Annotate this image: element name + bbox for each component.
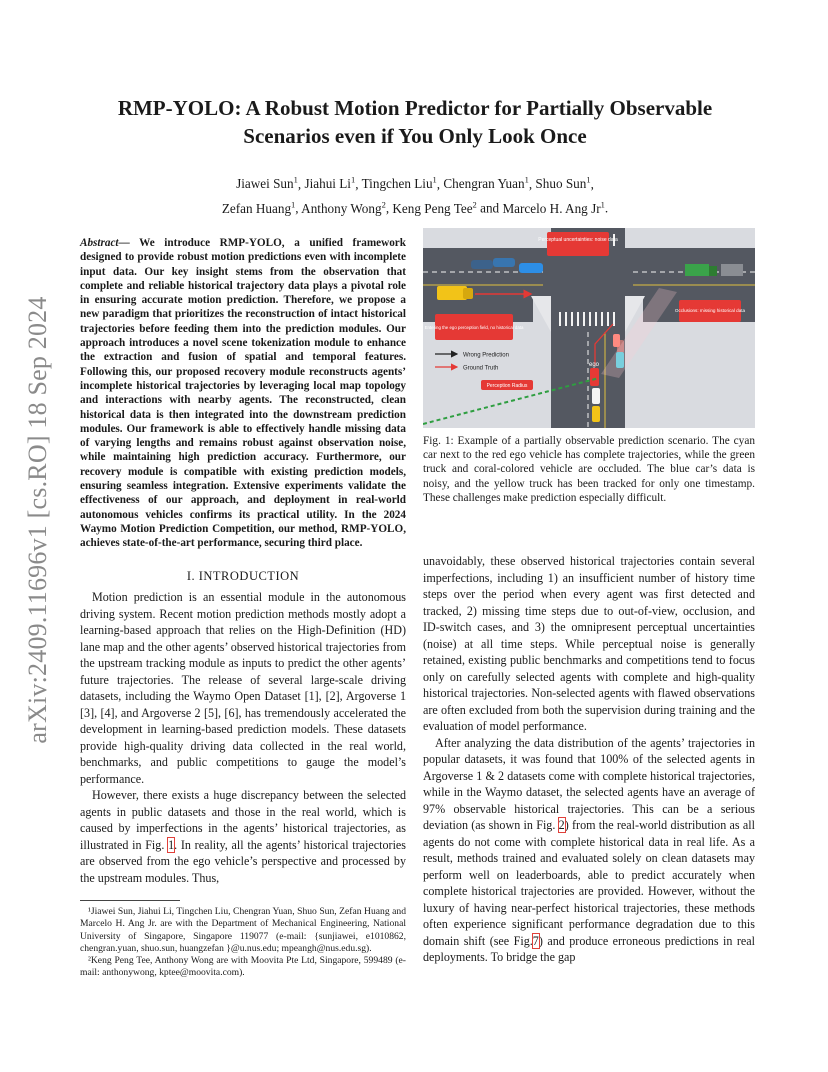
author: Jiahui Li$^1$ bbox=[304, 175, 356, 192]
paragraph: unavoidably, these observed historical trajectories contain several imperfections, including 1) an insufficient number of history time steps over the period when every agent was first detected and tracked, 2) missing time steps due to out-of-view, occlusion, and ID-switch cases, and 3) the omnipresent perceptual uncertainties (noise) at all time steps. While perceptual noise is generally retained, existing public benchmarks and competitions tend to focus only on carefully selected agents with complete and high-quality historical trajectories. Non-selected agents with flawed observations are often excluded from both the supervision during training and the evaluation of model performance. bbox=[423, 554, 755, 733]
paragraph: However, there exists a huge discrepancy between the selected agents in public datasets and those in the real world, which is caused by imperfections in the agents’ historical trajectories, as illustrated in Fig. 1. In reality, all the agents’ historical trajectories are observed from the ego vehicle’s perspective and processed by the upstream modules. Thus, bbox=[80, 788, 407, 885]
figure-1 bbox=[423, 228, 755, 428]
label-perception-uncertainties: Perceptual uncertainties: noise data bbox=[538, 237, 618, 243]
right-column-text bbox=[423, 553, 755, 966]
abstract bbox=[80, 236, 406, 551]
author: Shuo Sun$^1$ bbox=[535, 175, 591, 192]
abstract-label: Abstract bbox=[80, 237, 119, 249]
arxiv-watermark bbox=[18, 270, 58, 770]
title-line-2: Scenarios even if You Only Look Once bbox=[243, 124, 587, 148]
section-heading: I. INTRODUCTION bbox=[186, 569, 300, 583]
author: Zefan Huang$^1$ bbox=[221, 199, 296, 216]
paper-title bbox=[80, 94, 750, 150]
author: Chengran Yuan$^1$ bbox=[443, 175, 529, 192]
label-perception-radius: Perception Radius bbox=[486, 383, 528, 389]
ego-car bbox=[590, 368, 599, 386]
introduction-text bbox=[80, 589, 406, 886]
figure-ref-link[interactable]: 2 bbox=[558, 818, 565, 832]
footnote: ²Keng Peng Tee, Anthony Wong are with Moovita Pte Ltd, Singapore, 599489 (e-mail: anthonywong, kptee@moovita.com). bbox=[80, 955, 406, 979]
scenario-illustration bbox=[423, 228, 755, 428]
footnote: ¹Jiawei Sun, Jiahui Li, Tingchen Liu, Chengran Yuan, Shuo Sun, Zefan Huang and Marcelo H. Ang Jr. are with the Department of Mechanical Engineering, National University of Singapore, Singapore 119077 (e-mail: {sunjiawei, e1010862, chengran.yuan, shuo.sun, huangzefan }@u.nus.edu; mpeangh@nus.edu.sg). bbox=[80, 906, 406, 954]
figure-caption: Fig. 1: Example of a partially observable prediction scenario. The cyan car next to the red ego vehicle has complete trajectories, while the green truck and coral-colored vehicle are occluded. The blue car’s data is noisy, and the yellow truck has been tracked for only one timestamp. These challenges make prediction especially difficult. bbox=[423, 435, 755, 504]
author-list: Jiawei Sun$^1$, Jiahui Li$^1$, Tingchen Liu$^1$, Chengran Yuan$^1$, Shuo Sun$^1$, Zefan Huang$^1$, Anthony Wong$^2$, Keng Peng Tee$^2$ and Marcelo H. Ang Jr$^1$. bbox=[221, 175, 609, 216]
author: Jiawei Sun$^1$ bbox=[236, 175, 298, 192]
arxiv-id: arXiv:2409.11696v1 [cs.RO] 18 Sep 2024 bbox=[23, 296, 52, 744]
author: Keng Peng Tee$^2$ bbox=[392, 199, 477, 216]
label-entering: Entering the ego perception field, no historical data bbox=[424, 325, 524, 330]
footnote-divider bbox=[80, 900, 180, 901]
label-occlusions: Occlusions: missing historical data bbox=[674, 308, 746, 313]
abstract-text: — We introduce RMP-YOLO, a unified framework designed to provide robust motion predictions even with incomplete input data. Our key insight stems from the observation that complete and reliable historical trajectory data plays a pivotal role in ensuring accurate motion prediction. Therefore, we propose a new paradigm that prioritizes the reconstruction of intact historical trajectories before feeding them into the prediction modules. Our approach introduces a novel scene tokenization module to enhance the extraction and fusion of spatial and temporal features. Following this, our proposed recovery module reconstructs agents’ incomplete historical trajectories by leveraging local map topology and interactions with nearby agents. The reconstructed, clean historical data is then integrated into the downstream prediction modules. Our framework is able to effectively handle missing data of varying lengths and remains robust against observation noise, while maintaining high prediction accuracy. Furthermore, our recovery module is compatible with existing prediction models, ensuring seamless integration. Extensive experiments validate the effectiveness of our approach, and deployment in real-world autonomous vehicles confirms its practical utility. In the 2024 Waymo Motion Prediction Competition, our method, RMP-YOLO, achieves state-of-the-art performance, securing third place. bbox=[80, 237, 406, 550]
legend-ground-truth: Ground Truth bbox=[463, 365, 499, 372]
label-ego: ego bbox=[589, 362, 600, 368]
author: Anthony Wong$^2$ bbox=[301, 199, 386, 216]
footnotes bbox=[80, 906, 406, 980]
figure-ref-link[interactable]: 7 bbox=[532, 933, 539, 948]
author: Tingchen Liu$^1$ bbox=[361, 175, 437, 192]
figure-ref-link[interactable]: 1 bbox=[168, 837, 175, 852]
paragraph: Motion prediction is an essential module in the autonomous driving system. Recent motion prediction methods mostly adopt a learning-based approach that relies on the High-Definition (HD) lane map and the other agents’ observed historical trajectories from the upstream tracking module as inputs to predict the other agents’ future trajectories. The release of several large-scale driving datasets, including the Waymo Open Dataset [1], [2], Argoverse 1 [3], [4], and Argoverse 2 [5], [6], has tremendously accelerated the development in learning-based prediction models. These datasets provide high-quality driving data collected in the real world, benchmarks, and public competitions to gauge the model’s performance. bbox=[80, 590, 406, 786]
author: Marcelo H. Ang Jr$^1$ bbox=[502, 199, 605, 216]
legend-wrong-prediction: Wrong Prediction bbox=[463, 352, 509, 359]
paragraph: After analyzing the data distribution of the agents’ trajectories in popular datasets, it was found that 100% of the selected agents in Argoverse 1 & 2 datasets come with complete historical trajectories, while in the Waymo dataset, the selected agents have an average of 97% observable historical trajectories. This can be a serious deviation (as shown in Fig. 2) from the real-world distribution as all agents do not come with complete historical data in real life. As a result, methods trained and evaluated solely on clean datasets may perform well on leaderboards, able to predict accurately when complete historical trajectories are provided. However, without the luxury of having near-perfect historical trajectories, these methods often experience significant performance degradation due to this domain shift (see Fig.7) and produce erroneous predictions in real deployments. To bridge the gap bbox=[423, 735, 755, 964]
title-line-1: RMP-YOLO: A Robust Motion Predictor for Partially Observable bbox=[117, 96, 713, 120]
